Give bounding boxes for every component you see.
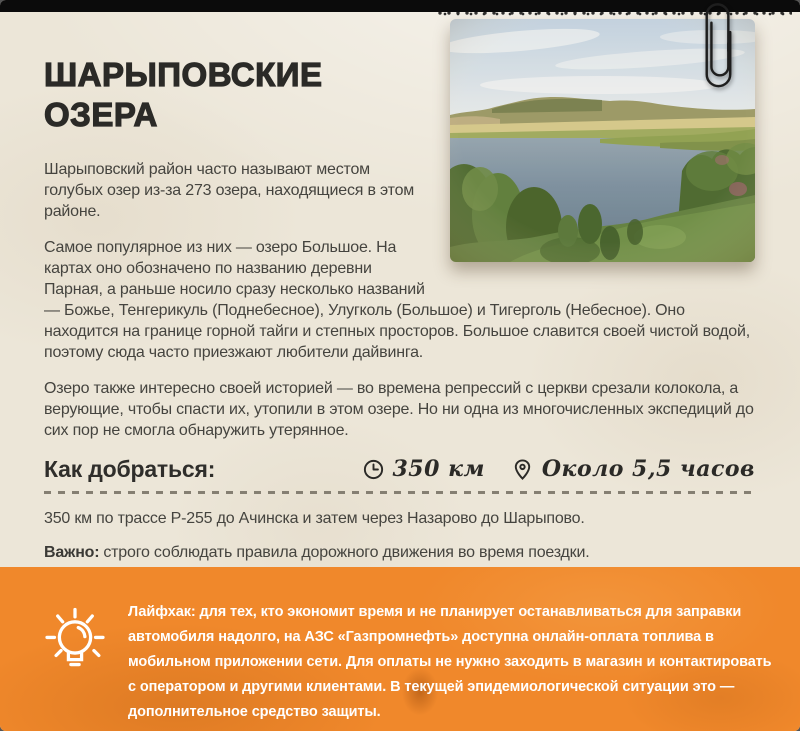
duration-value: Около 5,5 часов: [541, 456, 755, 482]
route-text: 350 км по трассе Р-255 до Ачинска и затем через Назарово до Шарыпово.: [44, 510, 585, 527]
paragraph-lake-bolshoe: Самое популярное из них — озеро Большое. На картах оно обозначено по названию деревни Парная, а раньше носило сразу несколько названий — Божье, Тенгерикуль (Поднебесное), Улугколь (Большое) и Тигерголь (Небесное). Оно находится на границе горной тайги и степных просторов. Большое славится своей чистой водой, поэтому сюда часто приезжают любители дайвинга.: [44, 239, 750, 361]
directions-header-row: [44, 456, 755, 482]
duration-stat: [511, 456, 755, 482]
tip-banner: [0, 567, 800, 731]
important-note: [44, 542, 755, 563]
distance-value: 350 км: [392, 456, 485, 482]
paragraph-intro: Шарыповский район часто называют местом голубых озер из-за 273 озера, находящиеся в этом районе.: [44, 161, 415, 220]
dashed-divider: [44, 491, 755, 494]
tip-text: Лайфхак: для тех, кто экономит время и не планирует останавливаться для заправки автомобиля надолго, на АЗС «Газпромнефть» доступна онлайн-оплата топлива в мобильном приложении сети. Для оплаты не нужно заходить в магазин и контактировать с оператором и другими клиентами. В текущей эпидемиологической ситуации это — дополнительное средство защиты.: [128, 604, 772, 720]
page-title-line2: ОЗЕРА: [44, 96, 158, 133]
important-label: Важно:: [44, 544, 100, 561]
distance-stat: [362, 456, 485, 482]
directions-heading: Как добраться:: [44, 456, 216, 482]
location-pin-icon: [511, 458, 534, 481]
paperclip-icon: [698, 2, 738, 96]
lightbulb-icon: [38, 603, 112, 685]
important-text: строго соблюдать правила дорожного движения во время поездки.: [103, 544, 590, 561]
page-title-line1: ШАРЫПОВСКИЕ: [44, 56, 323, 93]
clock-icon: [362, 458, 385, 481]
paragraph-history: Озеро также интересно своей историей — во времена репрессий с церкви срезали колокола, а верующие, чтобы спасти их, утопили в этом озере. Но ни одна из многочисленных экспедиций до сих пор не смогла обнаружить утерянное.: [44, 380, 754, 439]
torn-edge-decoration: [438, 11, 792, 17]
